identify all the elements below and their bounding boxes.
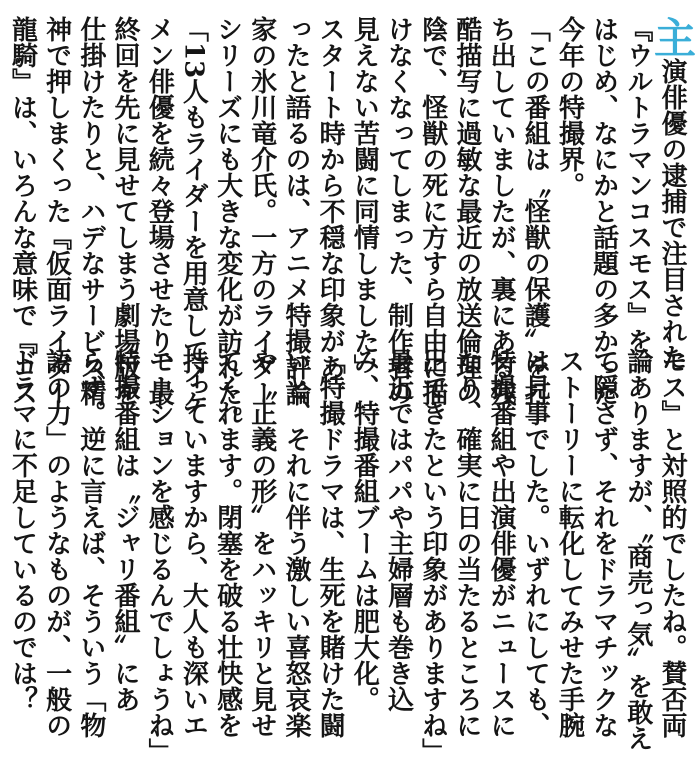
article-column: ったと語るのは、アニメ特撮評論 [280, 16, 311, 406]
article-column: なり、確実に日の当たるところに [451, 348, 482, 738]
article-column [648, 16, 697, 370]
article-column: 終回を先に見せてしまう劇場版を [110, 16, 140, 406]
article-column: らず。逆に言えば、そういう「物 [75, 348, 106, 738]
article-column: 今年の特撮界。 [554, 16, 585, 198]
article-column: 陰で、怪獣の死に方すら自由に描 [417, 16, 448, 406]
article-column: 最近ではパパや主婦層も巻き込 [383, 348, 414, 712]
article-top-tier [0, 16, 697, 432]
article-column: モーションを感じるんでしょうね」 [144, 348, 175, 764]
article-column: 「特撮ドラマは、生死を賭けた闘 [315, 348, 346, 738]
article-column: 龍騎』は、いろんな意味で『コス [7, 16, 38, 406]
article-column: み、特撮番組ブームは肥大化。 [349, 348, 380, 712]
article-bottom-tier [0, 348, 689, 764]
article-column: スタート時から不穏な印象があ [315, 16, 346, 380]
article-column: て隠さず、それをドラマチックな [588, 348, 619, 738]
article-column: 特撮番組は〝ジャリ番組〟にあ [110, 348, 140, 712]
article-column: 神で押しまくった『仮面ライダー [41, 16, 72, 406]
article-column: メン俳優を続々登場させたり、最 [144, 16, 175, 406]
article-column: 見えない苦闘に同情しました」 [349, 16, 380, 380]
article-column: ち出していましたが、裏にある残 [486, 16, 517, 406]
article-column: 持っていますから、大人も深いエ [178, 348, 209, 738]
article-column: は見事でした。いずれにしても、 [520, 348, 551, 738]
article-column: や〝正義の形〟をハッキリと見せ [246, 348, 277, 738]
article-column: モス』と対照的でしたね。賛否両 [657, 348, 687, 738]
article-column: 『ウルトラマンコスモス』を [622, 16, 653, 354]
article-column: 「この番組は〝怪獣の保護〟を打 [520, 16, 551, 406]
article-column: 酷描写に過敏な最近の放送倫理の [451, 16, 482, 406]
article-column: ストーリーに転化してみせた手腕 [554, 348, 585, 738]
article-column: ドラマに不足しているのでは？ [7, 348, 38, 712]
article-column: 仕掛けたりと、ハデなサービス精 [75, 16, 106, 406]
article-column: 論ありますが、〝商売っ気〟を敢え [622, 348, 653, 751]
article-column: シリーズにも大きな変化が訪れた。 [212, 16, 243, 432]
article-column: はじめ、なにかと話題の多かった [588, 16, 619, 406]
article-column: けなくなってしまった、制作者の [383, 16, 414, 406]
article-column: 語の力」のようなものが、一般の [41, 348, 72, 738]
article-column: いと、それに伴う激しい喜怒哀楽 [280, 348, 311, 738]
article-column: 出てきたという印象がありますね」 [417, 348, 448, 764]
article-column: 「13人もライダーを用意してイケ [178, 16, 209, 417]
article-column: 特撮番組や出演俳優がニュースに [486, 348, 517, 738]
article-column: 家の氷川竜介氏。一方のライダー [246, 16, 277, 406]
column-text: 演俳優の逮捕で注目された [657, 58, 687, 370]
article-column: てくれます。閉塞を破る壮快感を [212, 348, 243, 738]
drop-initial: 主 [648, 16, 697, 58]
